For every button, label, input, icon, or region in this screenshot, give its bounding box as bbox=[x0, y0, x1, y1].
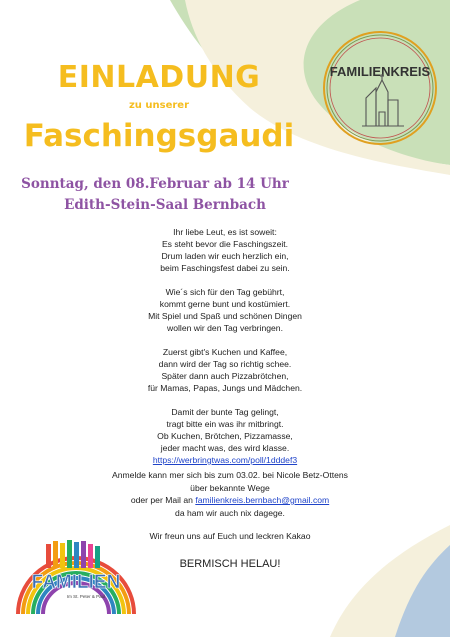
closing-greeting: BERMISCH HELAU! bbox=[179, 558, 281, 570]
poem-line: Es steht bevor die Faschingszeit. bbox=[161, 239, 289, 249]
logo-text: FAMILIENKREIS bbox=[329, 64, 431, 79]
poem-line: Zuerst gibt's Kuchen und Kaffee, bbox=[162, 347, 288, 357]
poem-line: Mit Spiel und Spaß und schönen Dingen bbox=[148, 311, 302, 321]
poem-line: dann wird der Tag so richtig schee. bbox=[158, 359, 292, 369]
poem-line: beim Faschingsfest dabei zu sein. bbox=[160, 263, 290, 273]
event-date: Sonntag, den 08.Februar ab 14 Uhr bbox=[21, 176, 289, 192]
poem-line: Ihr liebe Leut, es ist soweit: bbox=[173, 227, 277, 237]
email-link[interactable]: familienkreis.bernbach@gmail.com bbox=[195, 495, 330, 505]
poem-line: wollen wir den Tag verbringen. bbox=[167, 323, 283, 333]
poem bbox=[100, 226, 350, 466]
church-icon bbox=[362, 74, 404, 126]
info-line-email: oder per Mail an familienkreis.bernbach@gmail.com bbox=[130, 495, 330, 505]
poem-line: Ob Kuchen, Brötchen, Pizzamasse, bbox=[157, 431, 293, 441]
logo-ring bbox=[324, 32, 436, 144]
poem-line: kommt gerne bunt und kostümiert. bbox=[159, 299, 291, 309]
familien-rainbow-logo bbox=[12, 538, 140, 618]
event-name: Faschingsgaudi bbox=[23, 118, 295, 154]
info-line: über bekannte Wege bbox=[190, 482, 270, 493]
poem-line: für Mamas, Papas, Jungs und Mädchen. bbox=[147, 383, 303, 393]
invitation-subtitle: zu unserer bbox=[128, 100, 190, 111]
poem-line: Damit der bunte Tag gelingt, bbox=[171, 407, 279, 417]
poem-line: tragt bitte ein was ihr mitbringt. bbox=[166, 419, 284, 429]
signup-link[interactable]: https://werbringtwas.com/poll/1dddef3 bbox=[152, 455, 298, 465]
poem-line: Wie´s sich für den Tag gebührt, bbox=[165, 287, 285, 297]
poem-line: jeder macht was, des wird klasse. bbox=[160, 443, 290, 453]
poem-line: Später dann auch Pizzabrötchen, bbox=[161, 371, 289, 381]
event-venue: Edith-Stein-Saal Bernbach bbox=[64, 197, 266, 213]
rainbow-logo-small-text: Im St. Peter & Paul bbox=[66, 594, 106, 599]
rainbow-logo-text: FAMILIEN bbox=[31, 572, 121, 593]
info-line: Wir freun uns auf Euch und leckren Kakao bbox=[149, 531, 311, 541]
info-line: da ham wir auch nix dagege. bbox=[175, 507, 285, 518]
poem-line: Drum laden wir euch herzlich ein, bbox=[161, 251, 289, 261]
info-line: Anmelde kann mer sich bis zum 03.02. bei Nicole Betz-Ottens bbox=[112, 470, 348, 480]
familienkreis-logo bbox=[318, 26, 442, 150]
invitation-title: EINLADUNG bbox=[57, 60, 261, 95]
signup-info bbox=[90, 469, 370, 543]
